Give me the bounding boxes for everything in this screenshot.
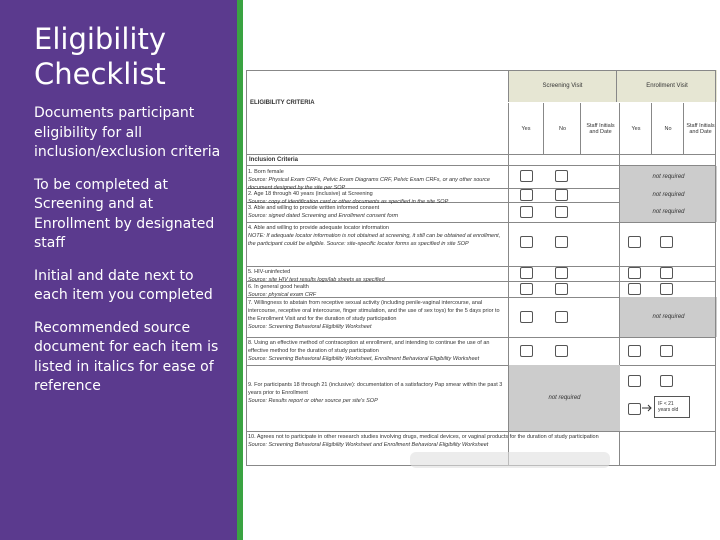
screening-yes-checkbox[interactable] <box>520 345 533 357</box>
criteria-source: Source: Results report or other source per site's SOP <box>248 398 378 404</box>
screening-visit-header: Screening Visit <box>508 70 616 102</box>
bullet-item: To be completed at Screening and at Enrollment by designated staff <box>34 176 215 251</box>
criteria-text: 6. In general good health <box>248 284 309 290</box>
age-note-box <box>654 396 690 418</box>
enrollment-visit-header: Enrollment Visit <box>616 70 717 102</box>
screening-staff-header: Staff Initials and Date <box>580 103 620 155</box>
screening-yes-header: Yes <box>508 103 543 155</box>
criteria-source: Source: physical exam CRF <box>248 292 317 298</box>
enrollment-no-header: No <box>651 103 684 155</box>
criteria-row <box>246 337 716 366</box>
criteria-text: 3. Able and willing to provide written informed consent <box>248 205 380 211</box>
accent-bar <box>237 0 243 540</box>
enrollment-yes-checkbox[interactable] <box>628 283 641 295</box>
criteria-text: 7. Willingness to abstain from receptive sexual activity (including penile-vaginal intercourse, anal intercourse, receptive oral intercourse, finger stimulation, and the use of sex toys) for the 5 days prior to the Enrollment Visit and for the duration of study participation <box>248 300 500 322</box>
enrollment-yes-checkbox[interactable] <box>628 345 641 357</box>
screening-no-checkbox[interactable] <box>555 189 568 201</box>
criteria-text: 2. Age 18 through 40 years (inclusive) at Screening <box>248 191 373 197</box>
enrollment-no-checkbox[interactable] <box>660 375 673 387</box>
criteria-text: 5. HIV-uninfected <box>248 269 291 275</box>
bullet-list <box>34 104 229 410</box>
criteria-text: 8. Using an effective method of contraception at enrollment, and intending to continue the use of an effective method for the duration of study participation <box>248 340 490 354</box>
screening-yes-checkbox[interactable] <box>520 170 533 182</box>
enrollment-yes-checkbox[interactable] <box>628 375 641 387</box>
screening-yes-checkbox[interactable] <box>520 267 533 279</box>
table-header <box>246 70 716 155</box>
not-required-cell: not required <box>619 188 717 202</box>
enrollment-yes-checkbox[interactable] <box>628 236 641 248</box>
criteria-text: 1. Born female <box>248 169 284 175</box>
criteria-source: Source: Screening Behavioral Eligibility Worksheet, Enrollment Behavioral Eligibility Worksheet <box>248 356 480 362</box>
bullet-item: Documents participant eligibility for all inclusion/exclusion criteria <box>34 105 221 160</box>
criteria-row <box>246 281 716 298</box>
screening-no-checkbox[interactable] <box>555 345 568 357</box>
enrollment-yes-checkbox[interactable] <box>628 403 641 415</box>
screening-no-header: No <box>543 103 581 155</box>
criteria-row <box>246 365 716 432</box>
criteria-source: Source: copy of identification card or other documents as specified in the site SOP <box>248 199 449 205</box>
enrollment-no-checkbox[interactable] <box>660 236 673 248</box>
bullet-item: Initial and date next to each item you completed <box>34 267 213 303</box>
screening-no-checkbox[interactable] <box>555 236 568 248</box>
criteria-row <box>246 166 716 189</box>
screening-yes-checkbox[interactable] <box>520 283 533 295</box>
criteria-source: Source: site HIV test results logs/lab sheets as specified <box>248 277 385 283</box>
screening-no-checkbox[interactable] <box>555 170 568 182</box>
criteria-source: Source: Screening Behavioral Eligibility Worksheet and Enrollment Behavioral Eligibility Worksheet <box>248 442 489 448</box>
criteria-text: 10. Agrees not to participate in other research studies involving drugs, medical devices, or vaginal products for the duration of study participation <box>248 434 599 440</box>
criteria-text: 4. Able and willing to provide adequate locator information <box>248 225 389 231</box>
not-required-cell: not required <box>619 202 717 222</box>
criteria-row <box>246 222 716 267</box>
criteria-source: Source: Screening Behavioral Eligibility Worksheet <box>248 324 372 330</box>
criteria-row <box>246 266 716 282</box>
criteria-source: NOTE: If adequate locator information is not obtained at screening, it still can be obtained at enrollment, the participant could be eligible. Source: site-specific locator forms as specified in site SOP <box>248 233 501 247</box>
screening-no-checkbox[interactable] <box>555 311 568 323</box>
slide-title: Eligibility Checklist <box>34 22 167 91</box>
not-required-cell: not required <box>619 297 717 337</box>
criteria-row <box>246 188 716 203</box>
screening-yes-checkbox[interactable] <box>520 236 533 248</box>
not-required-cell: not required <box>508 365 620 431</box>
criteria-header: ELIGIBILITY CRITERIA <box>250 100 315 106</box>
enrollment-yes-header: Yes <box>619 103 652 155</box>
age-note-text: IF < 21 years old <box>658 401 679 413</box>
enrollment-staff-header: Staff Initials and Date <box>683 103 717 155</box>
enrollment-no-checkbox[interactable] <box>660 267 673 279</box>
enrollment-no-checkbox[interactable] <box>660 345 673 357</box>
arrow-right-icon <box>642 403 654 413</box>
criteria-source: Source: signed dated Screening and Enrollment consent form <box>248 213 399 219</box>
criteria-source: Source: Physical Exam CRFs, Pelvic Exam Diagrams CRF, Pelvic Exam CRFs, or any other source document designed by the site per SOP <box>248 177 490 191</box>
criteria-row <box>246 202 716 223</box>
screening-no-checkbox[interactable] <box>555 206 568 218</box>
enrollment-no-checkbox[interactable] <box>660 283 673 295</box>
screening-yes-checkbox[interactable] <box>520 311 533 323</box>
enrollment-yes-checkbox[interactable] <box>628 267 641 279</box>
bullet-item: Recommended source document for each item is listed in italics for ease of reference <box>34 319 219 394</box>
criteria-text: 9. For participants 18 through 21 (inclusive): documentation of a satisfactory Pap smear within the past 3 years prior to Enrollment <box>248 382 503 396</box>
screening-yes-checkbox[interactable] <box>520 206 533 218</box>
not-required-cell: not required <box>619 166 717 188</box>
screening-no-checkbox[interactable] <box>555 267 568 279</box>
screening-yes-checkbox[interactable] <box>520 189 533 201</box>
page-fade-shadow <box>410 452 610 468</box>
inclusion-criteria-label: Inclusion Criteria <box>246 154 716 166</box>
eligibility-checklist-document <box>246 70 716 466</box>
criteria-row <box>246 297 716 338</box>
screening-no-checkbox[interactable] <box>555 283 568 295</box>
